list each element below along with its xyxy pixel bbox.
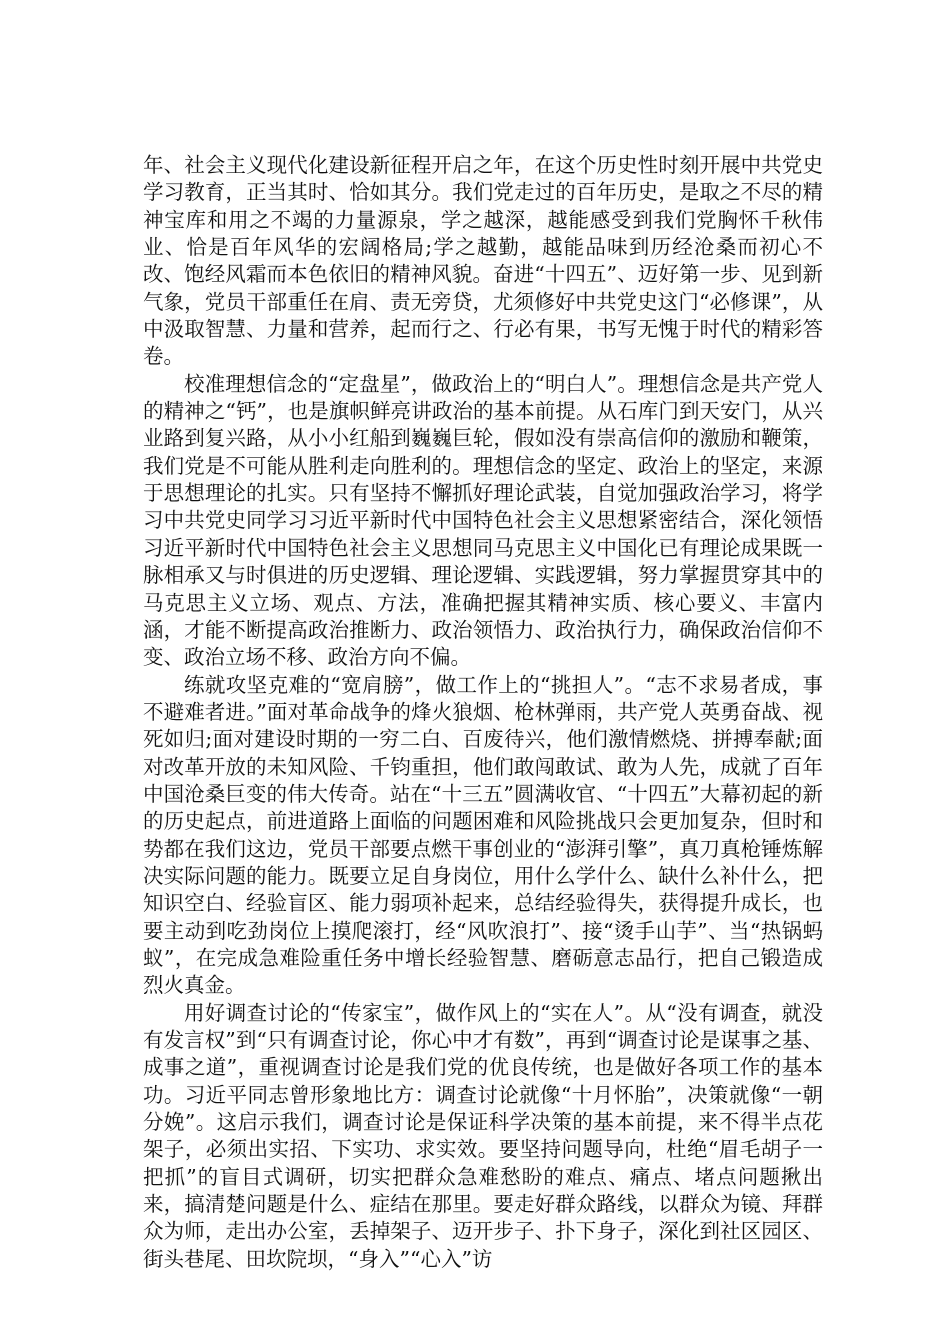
paragraph-4: 用好调查讨论的“传家宝”，做作风上的“实在人”。从“没有调查，就没有发言权”到“只有调查讨论，你心中才有数”，再到“调查讨论是谋事之基、成事之道”，重视调查讨论是我们党的优良传统，也是做好各项工作的基本功。习近平同志曾形象地比方：调查讨论就像“十月怀胎”，决策就像“一朝分娩”。这启示我们，调查讨论是保证科学决策的基本前提，来不得半点花架子，必须出实招、下实功、求实效。要坚持问题导向，杜绝“眉毛胡子一把抓”的盲目式调研，切实把群众急难愁盼的难点、痛点、堵点问题揪出来，搞清楚问题是什么、症结在那里。要走好群众路线，以群众为镜、拜群众为师，走出办公室，丢掉架子、迈开步子、扑下身子，深化到社区园区、街头巷尾、田坎院坝，“身入”“心入”访 — [143, 1000, 823, 1271]
paragraph-3: 练就攻坚克难的“宽肩膀”，做工作上的“挑担人”。“志不求易者成，事不避难者进。”面对革命战争的烽火狼烟、枪林弹雨，共产党人英勇奋战、视死如归;面对建设时期的一穷二白、百废待兴，他们激情燃烧、拼搏奉献;面对改革开放的未知风险、千钧重担，他们敢闯敢试、敢为人先，成就了百年中国沧桑巨变的伟大传奇。站在“十三五”圆满收官、“十四五”大幕初起的新的历史起点，前进道路上面临的问题困难和风险挑战只会更加复杂，但时和势都在我们这边，党员干部要点燃干事创业的“澎湃引擎”，真刀真枪锤炼解决实际问题的能力。既要立足自身岗位，用什么学什么、缺什么补什么，把知识空白、经验盲区、能力弱项补起来，总结经验得失，获得提升成长，也要主动到吃劲岗位上摸爬滚打，经“风吹浪打”、接“烫手山芋”、当“热锅蚂蚁”，在完成急难险重任务中增长经验智慧、磨砺意志品行，把自己锻造成烈火真金。 — [143, 672, 823, 998]
paragraph-2: 校准理想信念的“定盘星”，做政治上的“明白人”。理想信念是共产党人的精神之“钙”，也是旗帜鲜亮讲政治的基本前提。从石库门到天安门，从兴业路到复兴路，从小小红船到巍巍巨轮，假如没有崇高信仰的激励和鞭策，我们党是不可能从胜利走向胜利的。理想信念的坚定、政治上的坚定，来源于思想理论的扎实。只有坚持不懈抓好理论武装，自觉加强政治学习，将学习中共党史同学习习近平新时代中国特色社会主义思想紧密结合，深化领悟习近平新时代中国特色社会主义思想同马克思主义中国化已有理论成果既一脉相承又与时俱进的历史逻辑、理论逻辑、实践逻辑，努力掌握贯穿其中的马克思主义立场、观点、方法，准确把握其精神实质、核心要义、丰富内涵，才能不断提高政治推断力、政治领悟力、政治执行力，确保政治信仰不变、政治立场不移、政治方向不偏。 — [143, 371, 823, 670]
document-page — [143, 152, 823, 1273]
paragraph-1: 年、社会主义现代化建设新征程开启之年，在这个历史性时刻开展中共党史学习教育，正当其时、恰如其分。我们党走过的百年历史，是取之不尽的精神宝库和用之不竭的力量源泉，学之越深，越能感受到我们党胸怀千秋伟业、恰是百年风华的宏阔格局;学之越勤，越能品味到历经沧桑而初心不改、饱经风霜而本色依旧的精神风貌。奋进“十四五”、迈好第一步、见到新气象，党员干部重任在肩、责无旁贷，尤须修好中共党史这门“必修课”，从中汲取智慧、力量和营养，起而行之、行必有果，书写无愧于时代的精彩答卷。 — [143, 153, 823, 369]
